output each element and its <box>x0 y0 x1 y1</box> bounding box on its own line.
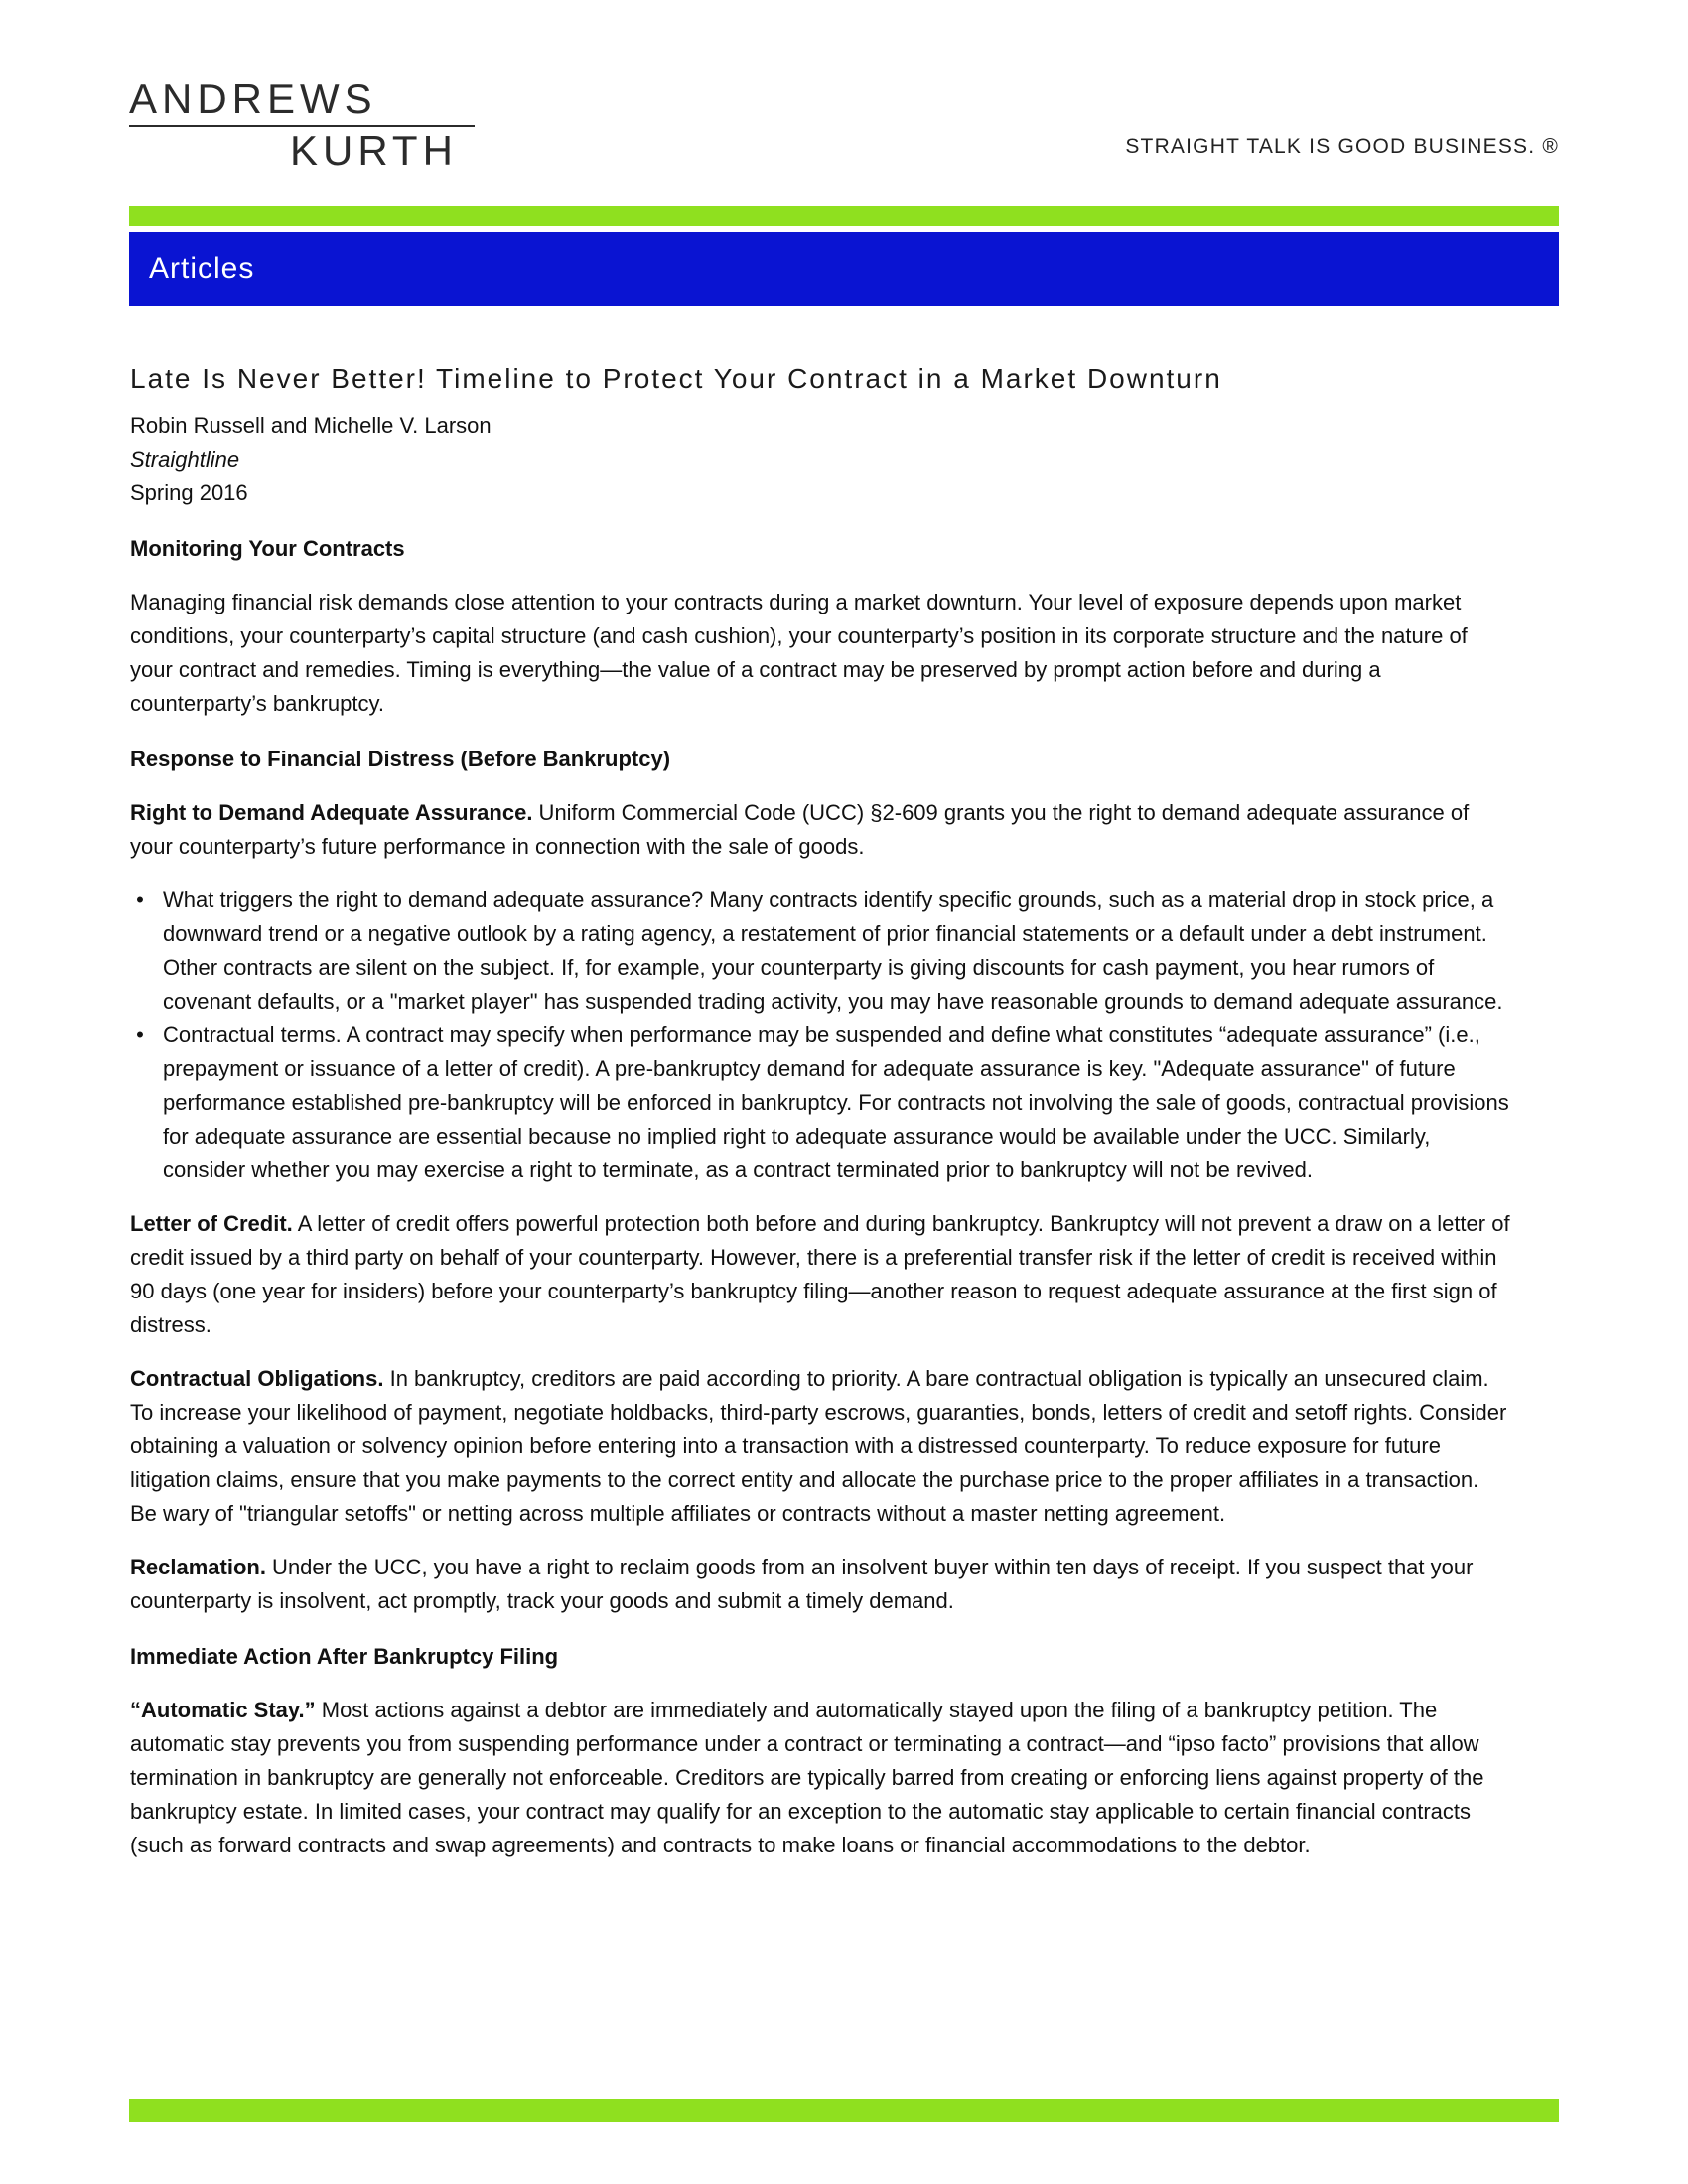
section-banner <box>129 232 1559 306</box>
paragraph-monitoring: Managing financial risk demands close attention to your contracts during a market downturn. Your level of exposure depends upon market conditions, your counterparty’s capital structure (and cash cushion), your counterparty’s position in its corporate structure and the nature of your contract and remedies. Timing is everything—the value of a contract may be preserved by prompt action before and during a counterparty’s bankruptcy. <box>130 590 1468 716</box>
bullet-text-triggers: What triggers the right to demand adequate assurance? Many contracts identify specific grounds, such as a material drop in stock price, a downward trend or a negative outlook by a rating agency, a restatement of prior financial statements or a default under a debt instrument. Other contracts are silent on the subject. If, for example, your counterparty is giving discounts for cash payment, you hear rumors of covenant defaults, or a "market player" has suspended trading activity, you may have reasonable grounds to demand adequate assurance. <box>163 887 1503 1014</box>
logo-andrews: ANDREWS <box>129 75 377 122</box>
logo-kurth: KURTH <box>290 127 458 174</box>
banner-label: Articles <box>149 252 255 285</box>
tagline: STRAIGHT TALK IS GOOD BUSINESS. ® <box>1125 135 1559 158</box>
paragraph-adequate-assurance <box>130 796 1510 864</box>
article-authors: Robin Russell and Michelle V. Larson <box>130 413 492 438</box>
text-reclamation: Under the UCC, you have a right to reclaim goods from an insolvent buyer within ten days of receipt. If you suspect that your counterparty is insolvent, act promptly, track your goods and submit a timely demand. <box>130 1555 1474 1613</box>
text-automatic-stay: Most actions against a debtor are immediately and automatically stayed upon the filing of a bankruptcy petition. The automatic stay prevents you from suspending performance under a contract or terminating a contract—and “ipso facto” provisions that allow termination in bankruptcy are generally not enforceable. Creditors are typically barred from creating or enforcing liens against property of the bankruptcy estate. In limited cases, your contract may qualify for an exception to the automatic stay applicable to certain financial contracts (such as forward contracts and swap agreements) and contracts to make loans or financial accommodations to the debtor. <box>130 1698 1484 1857</box>
bullet-symbol: • <box>136 887 144 912</box>
list-item <box>130 884 1510 1019</box>
lead-letter-of-credit: Letter of Credit. <box>130 1211 293 1236</box>
text-contractual-obligations: In bankruptcy, creditors are paid according to priority. A bare contractual obligation is typically an unsecured claim. To increase your likelihood of payment, negotiate holdbacks, third-party escrows, guaranties, bonds, letters of credit and setoff rights. Consider obtaining a valuation or solvency opinion before entering into a transaction with a distressed counterparty. To reduce exposure for future litigation claims, ensure that you make payments to the correct entity and allocate the purchase price to the proper affiliates in a transaction. Be wary of "triangular setoffs" or netting across multiple affiliates or contracts without a master netting agreement. <box>130 1366 1507 1526</box>
heading-financial-distress: Response to Financial Distress (Before Bankruptcy) <box>130 747 671 771</box>
lead-reclamation: Reclamation. <box>130 1555 266 1579</box>
paragraph-automatic-stay <box>130 1694 1510 1862</box>
heading-after-bankruptcy: Immediate Action After Bankruptcy Filing <box>130 1644 559 1669</box>
article <box>130 359 1510 1882</box>
paragraph-contractual-obligations <box>130 1362 1510 1531</box>
article-date: Spring 2016 <box>130 480 248 505</box>
lead-adequate-assurance: Right to Demand Adequate Assurance. <box>130 800 533 825</box>
bullet-text-contractual-terms: Contractual terms. A contract may specify when performance may be suspended and define what constitutes “adequate assurance” (i.e., prepayment or issuance of a letter of credit). A pre-bankruptcy demand for adequate assurance is key. "Adequate assurance" of future performance established pre-bankruptcy will be enforced in bankruptcy. For contracts not involving the sale of goods, contractual provisions for adequate assurance are essential because no implied right to adequate assurance would be available under the UCC. Similarly, consider whether you may exercise a right to terminate, as a contract terminated prior to bankruptcy will not be revived. <box>163 1023 1509 1182</box>
logo <box>129 75 487 174</box>
list-item <box>130 1019 1510 1187</box>
bullet-list <box>130 884 1510 1187</box>
article-title: Late Is Never Better! Timeline to Protect Your Contract in a Market Downturn <box>130 363 1222 394</box>
top-accent-bar <box>129 206 1559 226</box>
bottom-accent-bar <box>129 2099 1559 2122</box>
text-adequate-assurance: Uniform Commercial Code (UCC) §2-609 grants you the right to demand adequate assurance of your counterparty’s future performance in connection with the sale of goods. <box>130 800 1470 859</box>
heading-monitoring: Monitoring Your Contracts <box>130 536 405 561</box>
lead-automatic-stay: “Automatic Stay.” <box>130 1698 316 1722</box>
lead-contractual-obligations: Contractual Obligations. <box>130 1366 384 1391</box>
text-letter-of-credit: A letter of credit offers powerful protection both before and during bankruptcy. Bankruptcy will not prevent a draw on a letter of credit issued by a third party on behalf of your counterparty. However, there is a preferential transfer risk if the letter of credit is received within 90 days (one year for insiders) before your counterparty’s bankruptcy filing—another reason to request adequate assurance at the first sign of distress. <box>130 1211 1510 1337</box>
bullet-symbol: • <box>136 1023 144 1047</box>
article-publication: Straightline <box>130 447 240 472</box>
paragraph-reclamation <box>130 1551 1510 1618</box>
paragraph-letter-of-credit <box>130 1207 1510 1342</box>
